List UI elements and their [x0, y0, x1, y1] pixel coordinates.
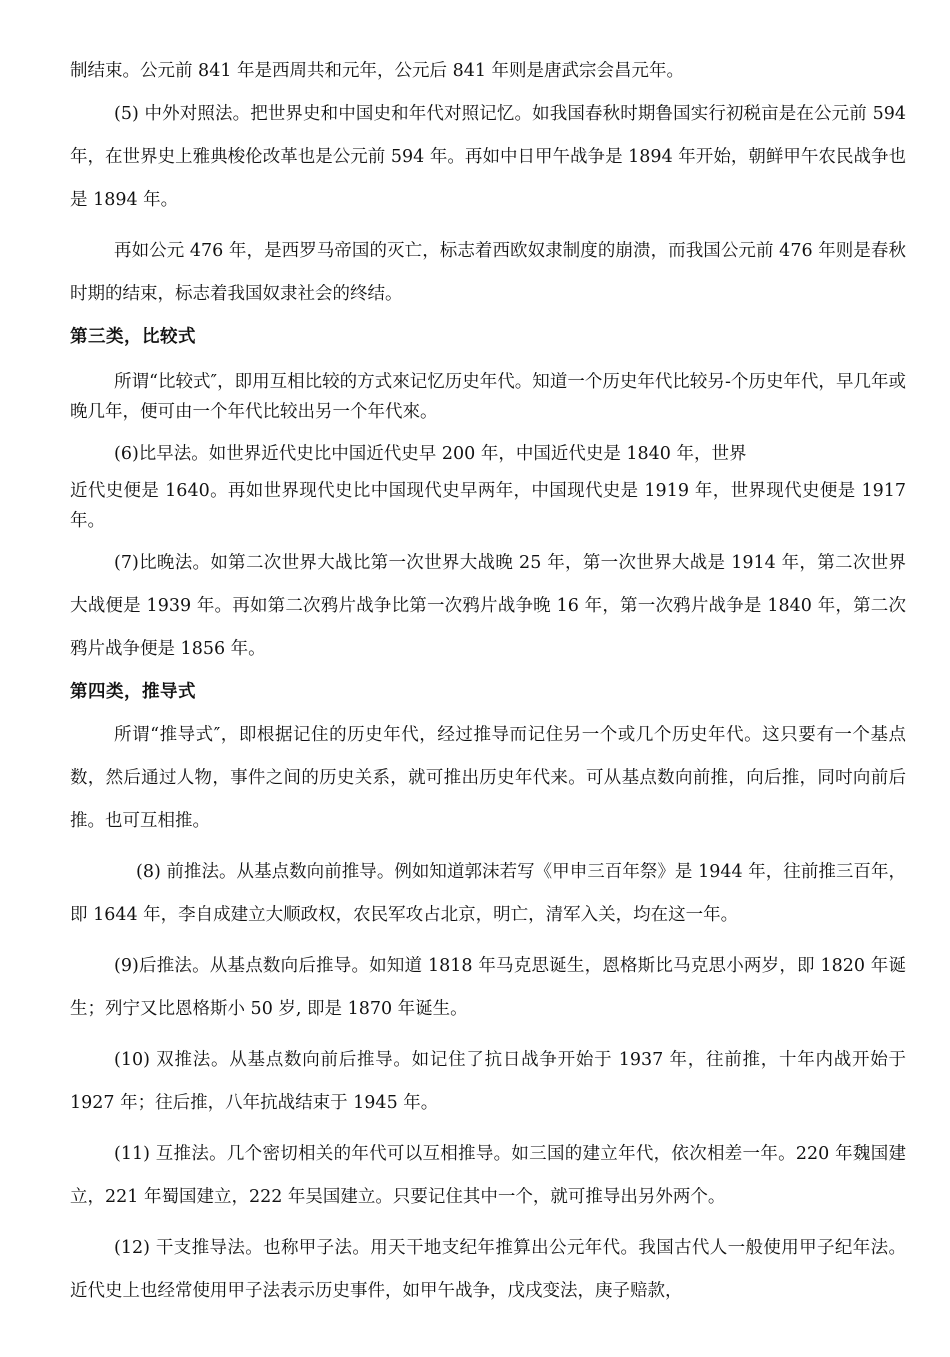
paragraph-method-5: (5) 中外对照法。把世界史和中国史和年代对照记忆。如我国春秋时期鲁国实行初税亩是在公元前 594 年，在世界史上雅典梭伦改革也是公元前 594 年。再如中日甲午战争是 1894 年开始，朝鲜甲午农民战争也是 1894 年。 [70, 104, 906, 210]
section-heading-3: 第三类，比较式 [70, 327, 196, 347]
document-page [70, 50, 906, 1313]
paragraph-method-12: (12) 干支推导法。也称甲子法。用天干地支纪年推算出公元年代。我国古代人一般使用甲子纪年法。近代史上也经常使用甲子法表示历史事件，如甲午战争，戊戌变法，庚子赔款， [70, 1238, 906, 1301]
paragraph-continuation: 制结束。公元前 841 年是西周共和元年，公元后 841 年则是唐武宗会昌元年。 [70, 61, 685, 81]
paragraph-method-11: (11) 互推法。几个密切相关的年代可以互相推导。如三国的建立年代，依次相差一年。220 年魏国建立，221 年蜀国建立，222 年吴国建立。只要记住其中一个，就可推导出另外两个。 [70, 1144, 906, 1207]
paragraph-method-6-line2: 近代史便是 1640。再如世界现代史比中国现代史早两年，中国现代史是 1919 年，世界现代史便是 1917 年。 [70, 481, 906, 531]
paragraph-method-6-line1: (6)比早法。如世界近代史比中国近代史早 200 年，中国近代史是 1840 年，世界 [114, 444, 747, 464]
paragraph-method-10: (10) 双推法。从基点数向前后推导。如记住了抗日战争开始于 1937 年，往前推，十年内战开始于 1927 年；往后推，八年抗战结束于 1945 年。 [70, 1050, 906, 1113]
paragraph-method-8: (8) 前推法。从基点数向前推导。例如知道郭沫若写《甲申三百年祭》是 1944 年，往前推三百年，即 1644 年，李自成建立大顺政权，农民军攻占北京，明亡，清军入关，均在这一年。 [70, 862, 906, 925]
paragraph-comparison-intro: 所谓“比较式″，即用互相比较的方式來记忆历史年代。知道一个历史年代比较另-个历史年代，早几年或晚几年，便可由一个年代比较出另一个年代來。 [70, 372, 906, 422]
paragraph-method-5-example: 再如公元 476 年，是西罗马帝国的灭亡，标志着西欧奴隶制度的崩溃，而我国公元前 476 年则是春秋时期的结束，标志着我国奴隶社会的终结。 [70, 241, 906, 304]
paragraph-method-9: (9)后推法。从基点数向后推导。如知道 1818 年马克思诞生，恩格斯比马克思小两岁，即 1820 年诞生；列宁又比恩格斯小 50 岁, 即是 1870 年诞生。 [70, 956, 906, 1019]
paragraph-method-7: (7)比晚法。如第二次世界大战比第一次世界大战晚 25 年，第一次世界大战是 1914 年，第二次世界大战便是 1939 年。再如第二次鸦片战争比第一次鸦片战争晚 16 年，第一次鸦片战争是 1840 年，第二次鸦片战争便是 1856 年。 [70, 553, 906, 659]
paragraph-deduction-intro: 所谓“推导式″，即根据记住的历史年代，经过推导而记住另一个或几个历史年代。这只要有一个基点数，然后通过人物，事件之间的历史关系，就可推出历史年代来。可从基点数向前推，向后推，同吋向前后推。也可互相推。 [70, 725, 906, 831]
section-heading-4: 第四类，推导式 [70, 682, 196, 702]
